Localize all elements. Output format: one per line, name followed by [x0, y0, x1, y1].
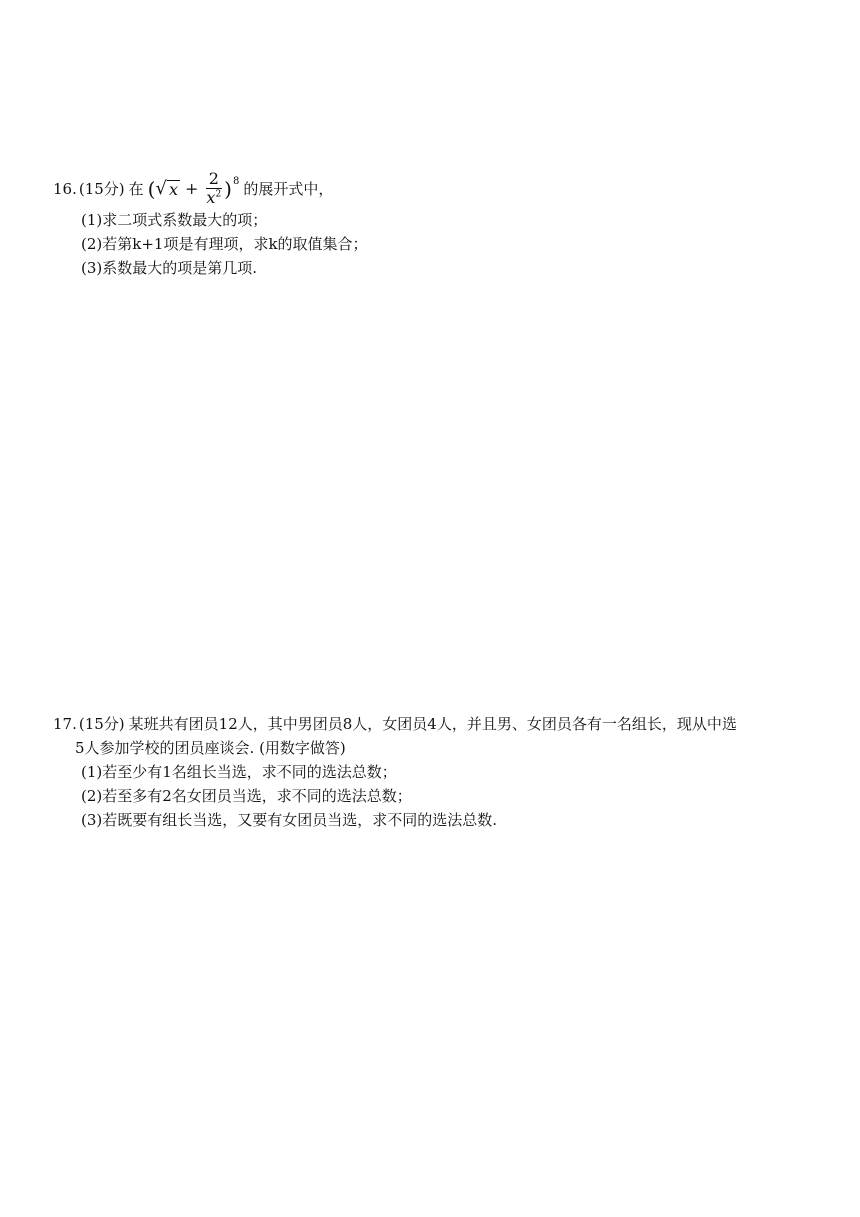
stem-prefix: 在	[128, 180, 144, 199]
outer-exponent: 8	[232, 176, 240, 187]
question-17-part-1: (1)若至少有1名组长当选，求不同的选法总数；	[81, 763, 397, 781]
denominator-variable: x	[206, 188, 216, 208]
question-score: (15分)	[78, 180, 125, 199]
question-17	[53, 712, 813, 832]
fraction	[203, 170, 224, 208]
question-score: (15分)	[78, 715, 125, 733]
question-16-part-1: (1)求二项式系数最大的项；	[81, 210, 268, 229]
radical-sign-icon: √	[155, 178, 167, 200]
plus-sign: +	[185, 179, 199, 199]
radicand: x	[168, 179, 178, 199]
fraction-denominator	[203, 189, 224, 207]
question-16-part-3: (3)系数最大的项是第几项.	[81, 258, 258, 277]
open-paren: (	[147, 176, 156, 201]
question-17-part-2: (2)若至多有2名女团员当选，求不同的选法总数；	[81, 787, 412, 805]
binomial-formula	[148, 170, 240, 208]
square-root	[155, 180, 180, 199]
stem-line-2: 5人参加学校的团员座谈会. (用数字做答)	[75, 739, 346, 757]
question-17-stem	[53, 712, 813, 736]
question-16-stem	[53, 170, 813, 208]
stem-line-1: 某班共有团员12人，其中男团员8人，女团员4人，并且男、女团员各有一名组长，现从中选	[128, 715, 737, 733]
fraction-numerator: 2	[206, 170, 222, 189]
question-16-part-2: (2)若第k+1项是有理项，求k的取值集合；	[81, 234, 368, 253]
question-16	[53, 170, 813, 280]
question-number: 16.	[53, 179, 77, 198]
close-paren: )	[224, 176, 232, 201]
stem-suffix: 的展开式中，	[243, 180, 334, 199]
denominator-exponent: 2	[215, 190, 222, 201]
question-number: 17.	[53, 715, 77, 733]
question-17-part-3: (3)若既要有组长当选，又要有女团员当选，求不同的选法总数.	[81, 811, 498, 829]
